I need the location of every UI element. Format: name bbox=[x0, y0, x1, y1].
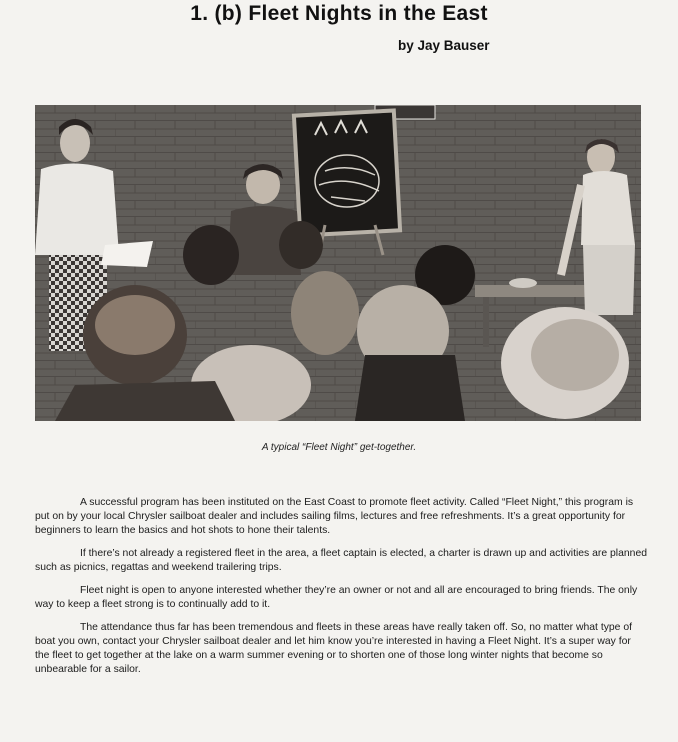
meeting-photo bbox=[35, 105, 641, 421]
article-title: 1. (b) Fleet Nights in the East bbox=[190, 2, 488, 25]
paragraph: If there’s not already a registered fleet in the area, a fleet captain is elected, a charter is drawn up and activities are planned such as picnics, regattas and weekend trailering trips. bbox=[35, 548, 648, 573]
article-byline: by Jay Bauser bbox=[398, 38, 490, 53]
paragraph: The attendance thus far has been tremendous and fleets in these areas have really taken off. So, no matter what type of boat you own, contact your Chrysler sailboat dealer and let him know you’re interested in having a Fleet Night. It’s a super way for the fleet to get together at the lake on a warm summer evening or to shorten one of those long winter nights that become so unbearable for a sailor. bbox=[35, 622, 633, 675]
paragraph: A successful program has been instituted on the East Coast to promote fleet activity. Called “Fleet Night,” this program is put on by your local Chrysler sailboat dealer and includes sailing films, lectures and free refreshments. It’s a great opportunity for beginners to learn the basics and hot shots to hone their talents. bbox=[35, 497, 634, 536]
photo-caption: A typical “Fleet Night” get-together. bbox=[261, 442, 417, 453]
article-body bbox=[35, 496, 647, 686]
paragraph: Fleet night is open to anyone interested whether they’re an owner or not and all are encouraged to bring friends. The only way to keep a fleet strong is to continually add to it. bbox=[35, 585, 638, 610]
